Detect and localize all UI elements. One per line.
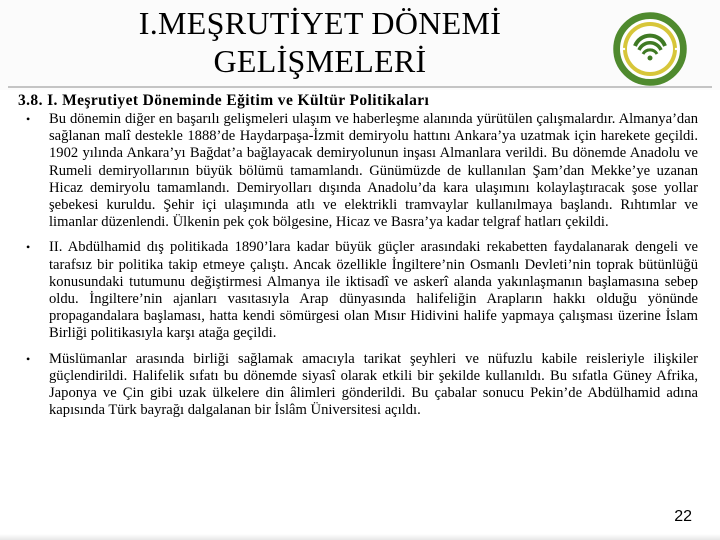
slide-title — [90, 4, 550, 80]
header-divider — [8, 86, 712, 88]
university-seal-icon — [613, 12, 687, 86]
section-heading: 3.8. I. Meşrutiyet Döneminde Eğitim ve Kültür Politikaları — [18, 92, 430, 109]
bullet-marker: • — [26, 240, 31, 255]
bullet-text: II. Abdülhamid dış politikada 1890’lara kadar büyük güçler arasındaki rekabetten faydalanarak dengeli ve tarafsız bir politika takip etmeye çalıştı. Ancak özellikle İngiltere’nin Osmanlı Devleti’nin toprak bütünlüğü konusundaki tutumunu değiştirmesi Almanya ile iktisadî ve askerî alanda yakınlaşmanın başlamasına sebep oldu. İngiltere’nin ajanları vasıtasıyla Arap dünyasında halifeliğin Arapların hakkı olduğu yönünde propagandalara başlaması, hatta kendi sömürgesi olan Mısır Hidivini halife yapmaya çalışması üzerine İslam Birliği politikasıyla karşı atağa geçildi. — [49, 239, 698, 342]
slide-header — [0, 0, 720, 90]
bullet-item-1 — [20, 111, 698, 231]
slide-title-line-1: I.MEŞRUTİYET DÖNEMİ — [138, 5, 502, 41]
page-number: 22 — [674, 508, 692, 525]
bullet-marker: • — [26, 351, 31, 366]
footer-bar — [0, 534, 720, 540]
bullet-text: Bu dönemin diğer en başarılı gelişmeleri ulaşım ve haberleşme alanında yürütülen çalışmalardır. Almanya’dan sağlanan malî destekle 1888’de Haydarpaşa-İzmit demiryolu hattını Ankara’ya uzatmak için harekete geçildi. 1902 yılında Ankara’yı Bağdat’a bağlayacak demiryolunun inşası Almanlara verildi. Bu dönemde Anadolu ve Rumeli demiryollarının büyük bölümü tamamlandı. Günümüzde de kullanılan Şam’dan Mekke’ye uzanan Hicaz demiryolu tamamlandı. Demiryolları dışında Anadolu’da kara ulaşımını kolaylaştıracak şose yollar şebekesi kuruldu. Şehir içi ulaşımında atlı ve elektrikli tramvaylar kullanılmaya başlandı. Rıhtımlar ve limanlar düzenlendi. Ülkenin pek çok bölgesine, Hicaz ve Basra’ya kadar telgraf hatları çekildi. — [49, 111, 698, 231]
slide-title-line-2: GELİŞMELERİ — [213, 43, 427, 79]
bullet-item-2 — [20, 239, 698, 342]
bullet-list — [20, 111, 698, 427]
bullet-text: Müslümanlar arasında birliği sağlamak amacıyla tarikat şeyhleri ve nüfuzlu kabile reisleriyle ilişkiler güçlendirildi. Halifelik sıfatı bu dönemde siyasî olarak etkili bir şekilde kullanıldı. Bu sıfatla Güney Afrika, Japonya ve Çin gibi uzak ülkelere din âlimleri gönderildi. Bu çabalar sonucu Pekin’de Abdülhamid adına kapısında Türk bayrağı dalgalanan bir İslâm Üniversitesi açıldı. — [49, 350, 698, 419]
bullet-item-3 — [20, 351, 698, 420]
bullet-marker: • — [26, 112, 31, 126]
